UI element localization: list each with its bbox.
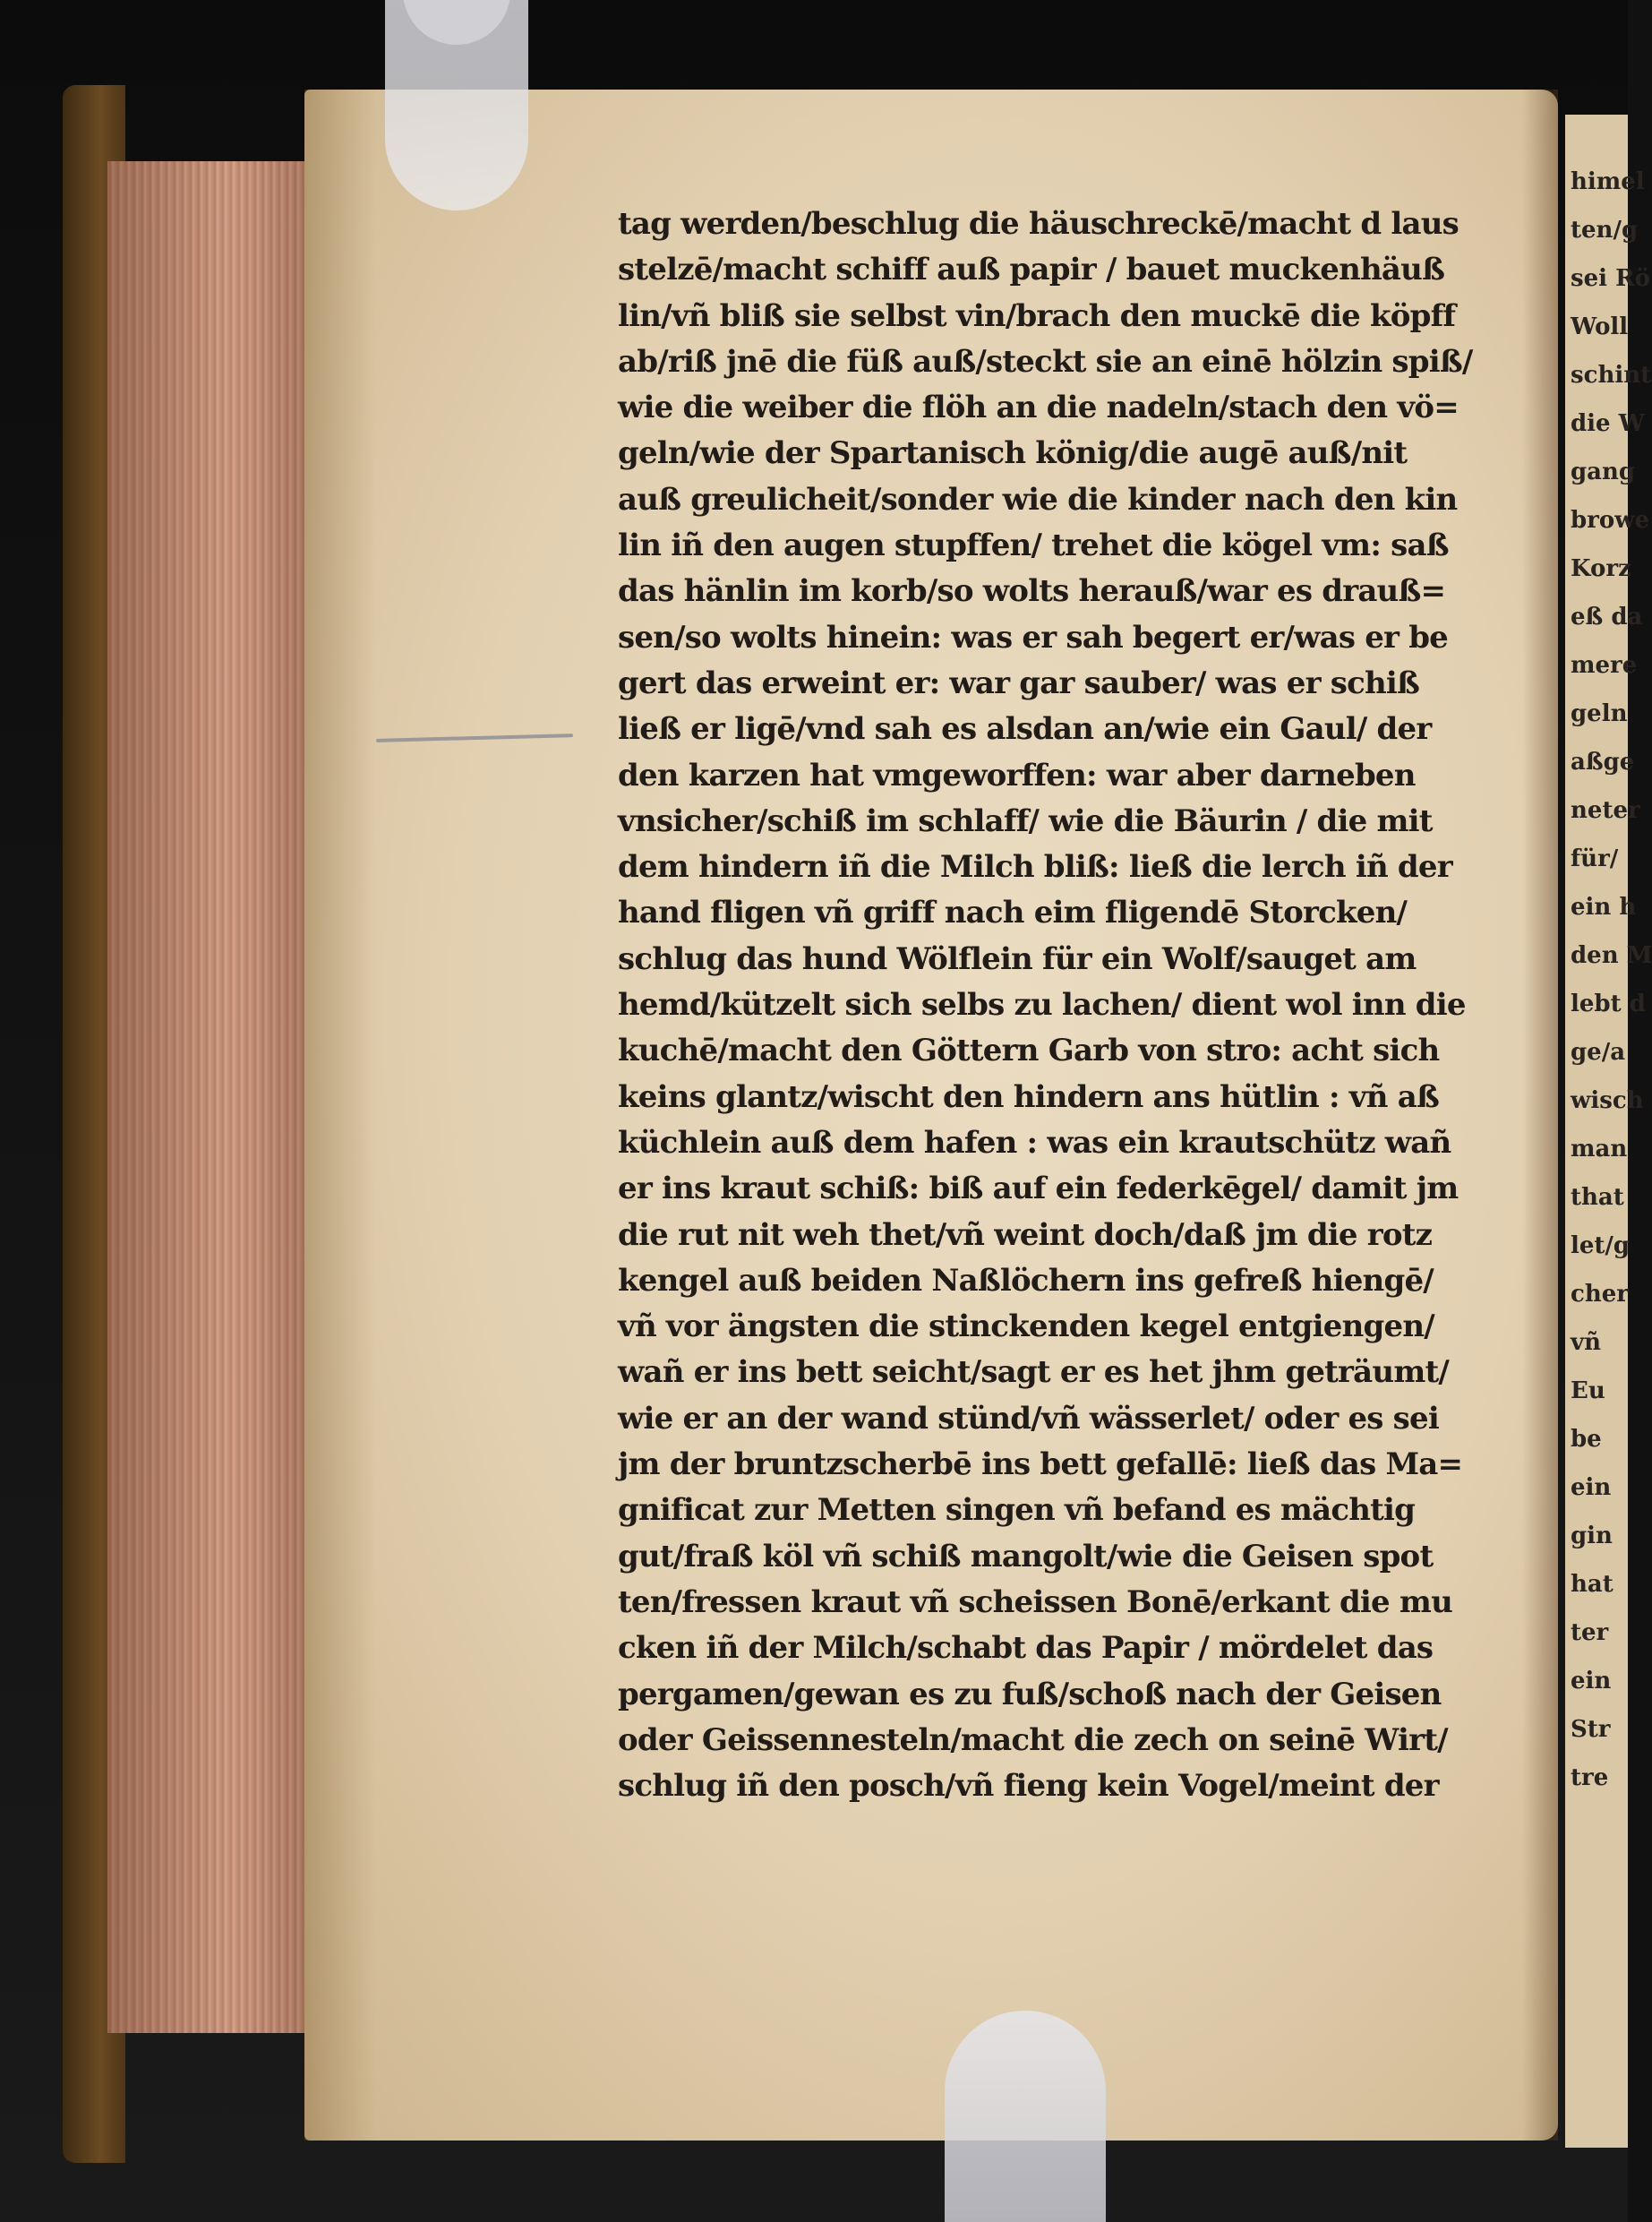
facing-page-fragment: browe (1571, 507, 1650, 534)
facing-page-fragment: gin (1571, 1523, 1613, 1549)
text-line: das hänlin im korb/so wolts herauß/war es drauß= (618, 573, 1446, 610)
text-line: lin/vñ bliß sie selbst vin/brach den muckē die köpff (618, 297, 1456, 334)
text-line: küchlein auß dem hafen : was ein krautschütz wañ (618, 1124, 1451, 1161)
facing-page-fragment: Woll (1571, 313, 1629, 340)
top-page-clip (385, 0, 528, 210)
facing-page-fragment: den M (1571, 942, 1652, 969)
facing-page-fragment: neter (1571, 797, 1640, 824)
facing-page-fragment: gang (1571, 459, 1636, 485)
facing-page-fragment: himel (1571, 168, 1645, 195)
facing-page-fragment: ein h (1571, 894, 1637, 921)
text-line: oder Geissennesteln/macht die zech on seinē Wirt/ (618, 1721, 1448, 1758)
text-line: den karzen hat vmgeworffen: war aber darneben (618, 757, 1416, 794)
text-line: schlug iñ den posch/vñ fieng kein Vogel/meint der (618, 1768, 1439, 1805)
facing-page-fragment: let/g (1571, 1232, 1631, 1259)
text-line: lin iñ den augen stupffen/ trehet die kögel vm: saß (618, 528, 1449, 564)
facing-page-fragment: vñ (1571, 1329, 1602, 1356)
text-line: ließ er ligē/vnd sah es alsdan an/wie ein Gaul/ der (618, 711, 1432, 748)
text-line: kengel auß beiden Naßlöchern ins gefreß hiengē/ (618, 1262, 1434, 1299)
page-text-block (618, 202, 1495, 1809)
text-line: ab/riß jnē die füß auß/steckt sie an einē hölzin spiß/ (618, 343, 1473, 380)
text-line: die rut nit weh thet/vñ weint doch/daß jm die rotz (618, 1216, 1433, 1253)
facing-page-fragment: Korz (1571, 555, 1631, 582)
text-line: hemd/kützelt sich selbs zu lachen/ dient wol inn die (618, 987, 1466, 1024)
facing-page-fragment: ge/a (1571, 1039, 1626, 1066)
facing-page-fragment: ein (1571, 1474, 1612, 1501)
facing-page-fragment: lebt d (1571, 991, 1646, 1017)
text-line: sen/so wolts hinein: was er sah begert er/was er be (618, 619, 1449, 656)
text-line: er ins kraut schiß: biß auf ein federkēgel/ damit jm (618, 1171, 1459, 1207)
bottom-page-clip (945, 2011, 1106, 2222)
text-line: gnificat zur Metten singen vñ befand es mächtig (618, 1492, 1416, 1529)
page-edges (107, 161, 313, 2033)
facing-page-fragment: schint (1571, 362, 1652, 389)
text-line: schlug das hund Wölflein für ein Wolf/sauget am (618, 940, 1417, 977)
text-line: dem hindern iñ die Milch bliß: ließ die lerch iñ der (618, 849, 1452, 886)
text-line: wañ er ins bett seicht/sagt er es het jhm geträumt/ (618, 1354, 1450, 1391)
facing-page-fragment: geln (1571, 700, 1628, 727)
text-line: geln/wie der Spartanisch könig/die augē auß/nit (618, 435, 1408, 472)
facing-page-fragment: that (1571, 1184, 1624, 1211)
text-line: vñ vor ängsten die stinckenden kegel entgiengen/ (618, 1308, 1434, 1345)
text-line: keins glantz/wischt den hindern ans hütlin : vñ aß (618, 1078, 1439, 1115)
text-line: wie die weiber die flöh an die nadeln/stach den vö= (618, 390, 1459, 426)
facing-page-fragment: hat (1571, 1571, 1613, 1598)
text-line: pergamen/gewan es zu fuß/schoß nach der Geisen (618, 1676, 1442, 1712)
facing-page-edge (1565, 115, 1652, 2148)
text-line: stelzē/macht schiff auß papir / bauet muckenhäuß (618, 252, 1445, 288)
facing-page-fragment: aßge (1571, 749, 1635, 776)
text-line: ten/fressen kraut vñ scheissen Bonē/erkant die mu (618, 1583, 1453, 1620)
text-line: gert das erweint er: war gar sauber/ was er schiß (618, 665, 1420, 701)
facing-page-fragment: tre (1571, 1764, 1609, 1791)
facing-page-fragment: wisch (1571, 1087, 1644, 1114)
facing-page-fragment: die W (1571, 410, 1645, 437)
text-line: wie er an der wand stünd/vñ wässerlet/ oder es sei (618, 1400, 1439, 1437)
facing-page-fragment: ten/g (1571, 217, 1639, 244)
text-line: hand fligen vñ griff nach eim fligendē Storcken/ (618, 895, 1408, 931)
facing-page-fragment: ter (1571, 1619, 1609, 1646)
facing-page-fragment: ein (1571, 1668, 1612, 1694)
facing-page-fragment: eß da (1571, 604, 1643, 631)
text-line: cken iñ der Milch/schabt das Papir / mördelet das (618, 1630, 1434, 1667)
facing-page-fragment: für/ (1571, 845, 1619, 872)
text-line: kuchē/macht den Göttern Garb von stro: acht sich (618, 1033, 1440, 1069)
text-line: auß greulicheit/sonder wie die kinder nach den kin (618, 481, 1458, 518)
text-line: tag werden/beschlug die häuschreckē/macht d laus (618, 206, 1459, 242)
text-line: vnsicher/schiß im schlaff/ wie die Bäurin / die mit (618, 802, 1433, 839)
facing-page-fragment: cher (1571, 1281, 1629, 1308)
facing-page-fragment: man (1571, 1136, 1628, 1162)
text-line: gut/fraß köl vñ schiß mangolt/wie die Geisen spot (618, 1538, 1434, 1574)
text-line: jm der bruntzscherbē ins bett gefallē: ließ das Ma= (618, 1446, 1463, 1483)
facing-page-fragment: Str (1571, 1716, 1611, 1743)
facing-page-fragment: mere (1571, 652, 1638, 679)
facing-page-fragment: Eu (1571, 1377, 1605, 1404)
facing-page-fragment: sei Rö (1571, 265, 1651, 292)
facing-page-fragment: be (1571, 1426, 1602, 1453)
